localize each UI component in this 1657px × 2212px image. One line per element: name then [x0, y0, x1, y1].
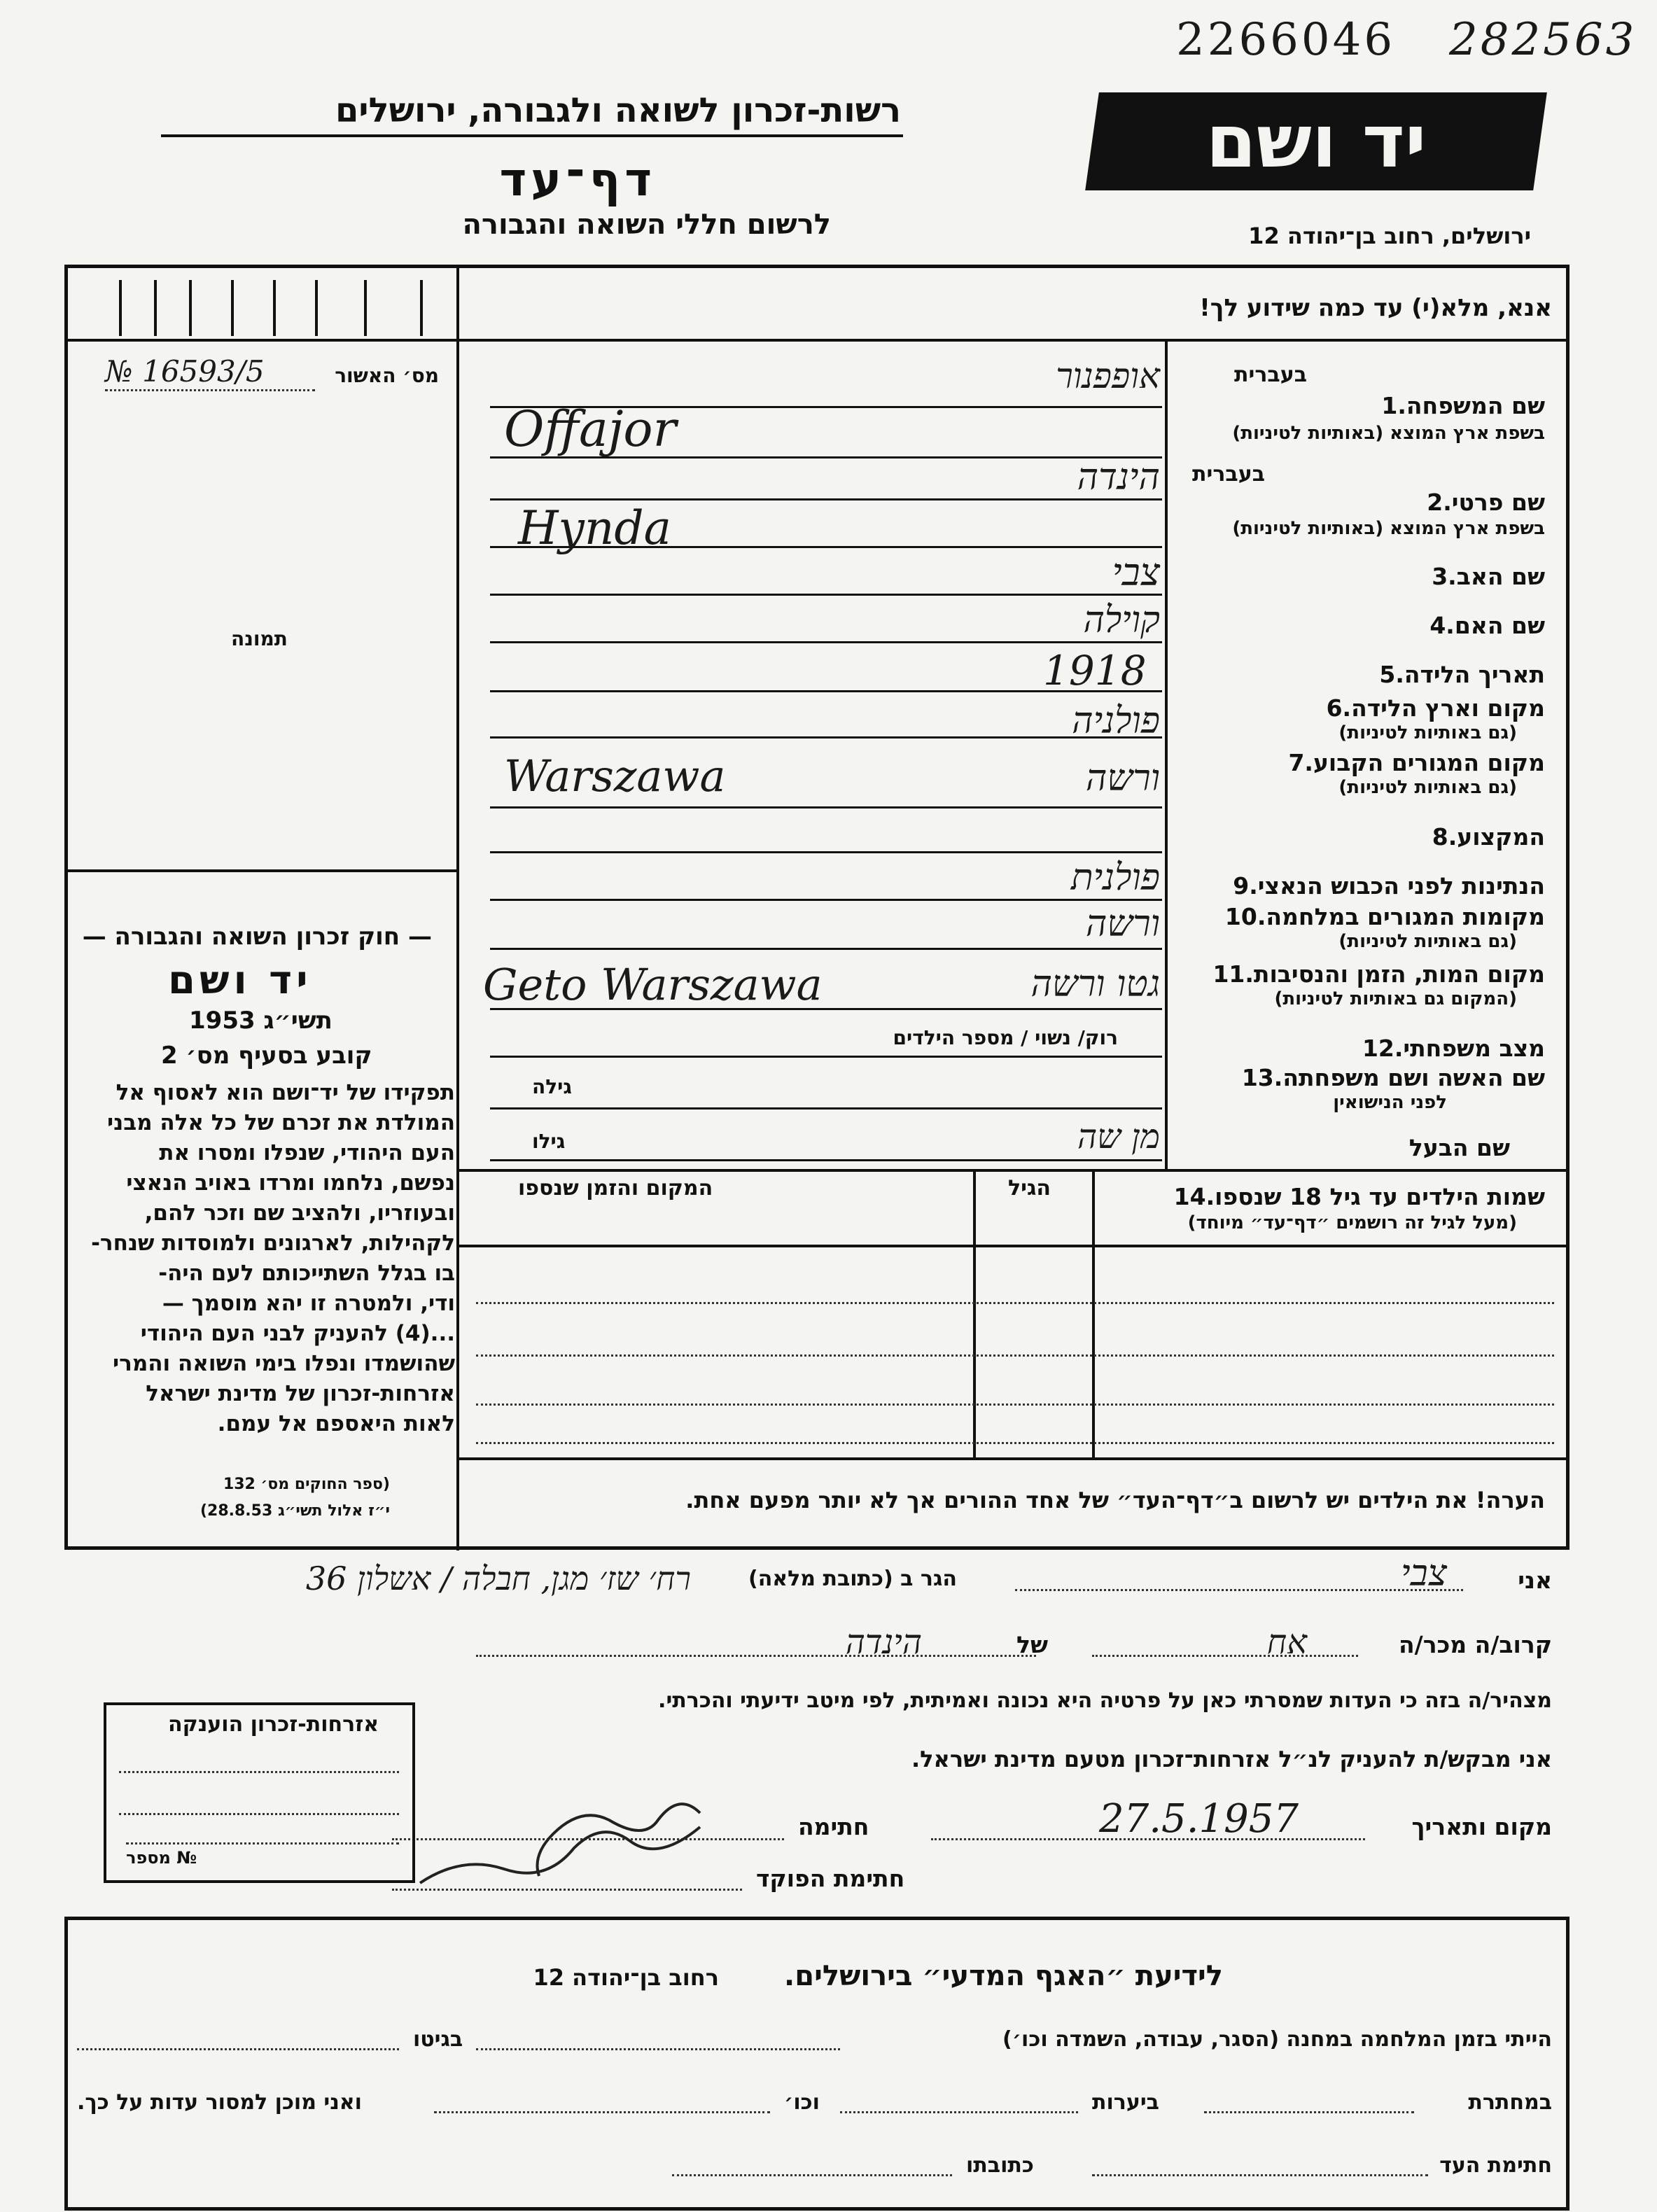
footer-address: רחוב בן־יהודה 12	[533, 1964, 719, 1991]
footer-line3-b: כתובתו	[966, 2153, 1034, 2178]
husband-label: שם הבעל	[1408, 1134, 1510, 1161]
field-6-label: מקום וארץ הלידה6.	[1326, 694, 1545, 722]
tick-mark	[119, 280, 122, 336]
field-1-value: אופפנור	[1056, 356, 1160, 396]
field-6-sub: (גם באותיות לטיניות)	[1338, 722, 1517, 743]
decl-i-value: צבי	[1401, 1553, 1447, 1595]
sidebar-photo-bottom	[66, 869, 456, 872]
tick-mark	[315, 280, 318, 336]
field-10-value: ורשה	[1085, 903, 1160, 945]
children-row	[476, 1442, 1554, 1444]
note: הערה! את הילדים יש לרשום ב״דף־העד״ של אחד ההורים אך לא יותר מפעם אחת.	[685, 1487, 1545, 1513]
field-9-label: הנתינות לפני הכבוש הנאצי9.	[1233, 872, 1545, 899]
field-5-value: 1918	[1043, 647, 1147, 694]
field-7-value-latin: Warszawa	[504, 750, 726, 802]
official-label: חתימת הפוקד	[756, 1865, 905, 1892]
field-12-label: מצב משפחתי12.	[1362, 1035, 1545, 1062]
field-11-sub: (המקום גם באותיות לטיניות)	[1274, 988, 1517, 1009]
tick-mark	[364, 280, 367, 336]
decl-i-label: אני	[1518, 1567, 1552, 1594]
decl-of-label: של	[1016, 1631, 1048, 1658]
col-age: הגיל	[1008, 1176, 1051, 1200]
field-6-value: פולניה	[1072, 700, 1160, 742]
field-2-sub: בשפת ארץ המוצא (באותיות לטיניות)	[1232, 518, 1545, 539]
footer-line1-b: בגיטו	[413, 2027, 463, 2052]
field-7-label: מקום המגורים הקבוע7.	[1288, 749, 1545, 776]
field-11-value-latin: Geto Warszawa	[483, 959, 823, 1010]
children-top-line	[459, 1169, 1569, 1172]
field-3-label: שם האב3.	[1432, 563, 1545, 590]
field-7-value: ורשה	[1085, 757, 1160, 799]
witness-signature	[392, 1778, 756, 1904]
decl-relative-value: אח	[1266, 1623, 1307, 1662]
approval-number: № 16593/5	[105, 354, 265, 388]
footer-line2-a: במחתרת	[1468, 2090, 1552, 2115]
children-row	[476, 1404, 1554, 1406]
decl-request: אני מבקש/ת להעניק לנ״ל אזרחות־זכרון מטעם מדינת ישראל.	[911, 1746, 1552, 1772]
decl-relative-label: קרוב/ה מכר/ה	[1399, 1631, 1552, 1658]
field-10-label: מקומות המגורים במלחמה10.	[1224, 903, 1545, 930]
instruction: אנא, מלא(י) עד כמה שידוע לך!	[1199, 294, 1552, 322]
authority-underline	[161, 134, 903, 137]
law-ref-2: י״ז אלול תשי״ג 28.8.53)	[200, 1502, 390, 1520]
yad-vashem-logo	[1085, 92, 1547, 190]
law-line: — חוק זכרון השואה והגבורה —	[82, 923, 432, 951]
children-label: שמות הילדים עד גיל 18 שנספו14.	[1173, 1183, 1545, 1210]
footer-title: לידיעת ״האגף המדעי״ בירושלים.	[784, 1960, 1223, 1992]
law-text: תפקידו של יד־ושם הוא לאסוף אל המולדת את זכרם של כל אלה מבני העם היהודי, שנפלו ומסרו את נפשם, נלחמו ומרדו באויב הנאצי ובעוזריו, ולהציב שם וזכר להם, לקהילות, לארגונים ולמוסדות שנחר- בו בגלל השתייכותם לעם היה- ודי, ולמטרה זו יהא מוסמך — ...(4) להעניק לבני העם היהודי שהושמדו ונפלו בימי השואה והמרי אזרחות-זכרון של מדינת ישראל לאות היאספם אל עמם.	[91, 1080, 455, 1436]
law-clause: קובע בסעיף מס׳ 2	[161, 1042, 372, 1070]
footer-line3-a: חתימת העד	[1439, 2153, 1552, 2178]
law-year: תשי״ג 1953	[189, 1007, 333, 1035]
field-7-sub: (גם באותיות לטיניות)	[1338, 777, 1517, 798]
tick-mark	[273, 280, 276, 336]
header-address: ירושלים, רחוב בן־יהודה 12	[1248, 223, 1531, 249]
in-hebrew-label: בעברית	[1234, 363, 1307, 387]
field-1-sub: בשפת ארץ המוצא (באותיות לטיניות)	[1232, 423, 1545, 444]
field-11-label: מקום המות, הזמן והנסיבות11.	[1212, 960, 1545, 988]
col-place: המקום והזמן שנספו	[518, 1176, 713, 1200]
field-12-value: רוק/ נשוי / מספר הילדים	[893, 1026, 1118, 1049]
field-13-value: גילה	[532, 1075, 572, 1098]
citizenship-box-number: № מספר	[126, 1848, 197, 1868]
husband-value: גילו	[532, 1130, 566, 1153]
field-5-label: תאריך הלידה5.	[1379, 661, 1545, 688]
field-2-value: הינדה	[1077, 456, 1160, 498]
husband-value-hand: מן שה	[1077, 1117, 1160, 1156]
authority-name: רשות-זכרון לשואה ולגבורה, ירושלים	[335, 91, 901, 130]
sidebar-divider	[456, 266, 459, 1550]
tick-mark	[154, 280, 157, 336]
place-date-label: מקום ותאריך	[1411, 1813, 1552, 1840]
field-4-label: שם האם4.	[1429, 612, 1545, 639]
citizenship-box-title: אזרחות-זכרון הוענקה	[168, 1712, 379, 1737]
field-13-label: שם האשה ושם משפחתה13.	[1241, 1064, 1545, 1091]
logo-text: יד ושם	[1205, 99, 1427, 184]
field-3-value: צבי	[1112, 550, 1160, 594]
photo-label: תמונה	[231, 627, 288, 650]
col-divider-2	[1092, 1172, 1095, 1457]
law-name: יד ושם	[168, 958, 312, 1003]
page-subtitle: לרשום חללי השואה והגבורה	[462, 209, 831, 241]
instruction-line	[459, 339, 1569, 342]
tick-mark	[420, 280, 423, 336]
children-sub: (מעל לגיל זה רושמים ״דף־עד״ מיוחד)	[1187, 1212, 1517, 1233]
children-row	[476, 1354, 1554, 1357]
fields-divider	[1165, 342, 1168, 1169]
field-9-value: פולנית	[1070, 857, 1160, 899]
tick-mark	[231, 280, 234, 336]
footer-line1-a: הייתי בזמן המלחמה במחנה (הסגר, עבודה, השמדה וכו׳)	[1002, 2027, 1552, 2052]
decl-living-label: הגר ב (כתובת מלאה)	[748, 1567, 957, 1591]
field-8-label: המקצוע8.	[1432, 823, 1545, 850]
field-11-value: גטו ורשה	[1030, 963, 1160, 1005]
law-ref-1: (ספר החוקים מס׳ 132	[223, 1476, 390, 1493]
footer-line2-b: ביערות	[1092, 2090, 1159, 2115]
field-2-value-latin: Hynda	[518, 501, 671, 555]
archive-number-2: 282563	[1449, 14, 1637, 66]
field-1-label: שם המשפחה1.	[1381, 392, 1545, 419]
field-13-sub: לפני הנישואין	[1333, 1092, 1447, 1113]
children-row	[476, 1302, 1554, 1304]
decl-of-value: הינדה	[845, 1623, 922, 1662]
place-date-value: 27.5.1957	[1099, 1796, 1299, 1842]
children-bottom-line	[459, 1457, 1569, 1460]
archive-number-1: 2266046	[1176, 14, 1396, 66]
footer-line2-d: ואני מוכן למסור עדות על כך.	[77, 2090, 362, 2115]
page-title: דף־עד	[499, 153, 656, 206]
signature-label: חתימה	[798, 1813, 869, 1840]
col-divider-1	[973, 1172, 976, 1457]
decl-living-value: רח׳ שז׳ מגן, חבלה / אשלון 36	[305, 1560, 691, 1597]
field-10-sub: (גם באותיות לטיניות)	[1338, 931, 1517, 952]
field-4-value: קוילה	[1083, 599, 1160, 641]
sidebar-top-line	[66, 339, 456, 342]
field-1-value-latin: Offajor	[504, 400, 677, 458]
children-header-line	[459, 1245, 1569, 1247]
field-2-label: שם פרטי2.	[1427, 489, 1545, 516]
tick-mark	[189, 280, 192, 336]
decl-statement: מצהיר/ה בזה כי העדות שמסרתי כאן על פרטיה היא נכונה ואמיתית, לפי מיטב ידיעתי והכרתי.	[658, 1688, 1552, 1713]
footer-line2-c: וכו׳	[784, 2090, 820, 2115]
approval-label: מס׳ האשור	[335, 364, 439, 387]
in-hebrew-label-2: בעברית	[1192, 462, 1265, 486]
